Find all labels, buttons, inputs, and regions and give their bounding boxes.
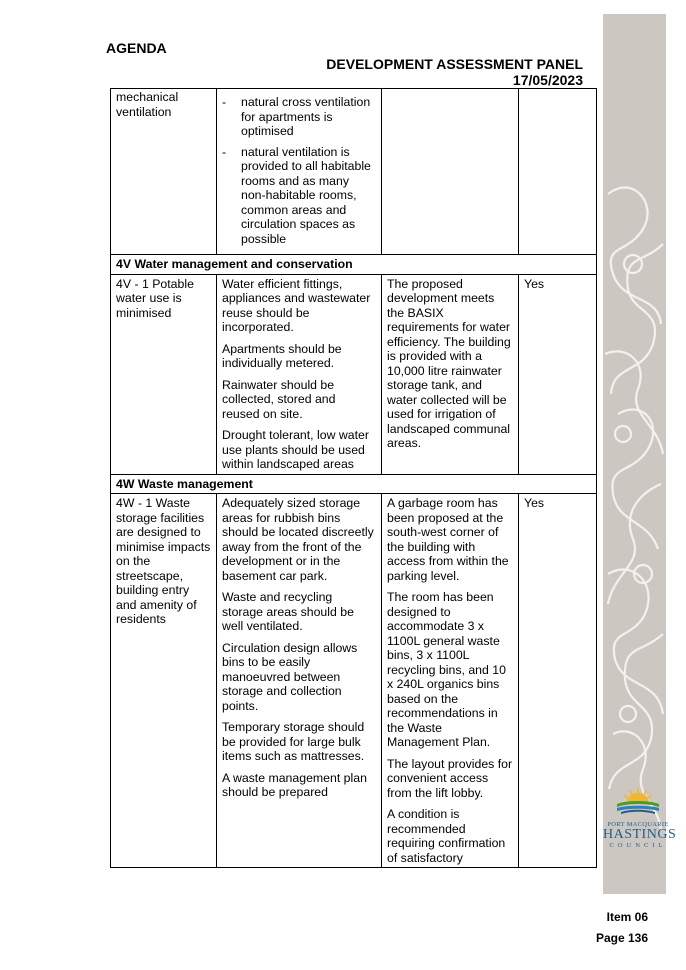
swirl-pattern bbox=[603, 14, 666, 894]
criteria-paragraph: Circulation design allows bins to be easily manoeuvred between storage and collection points. bbox=[222, 640, 358, 713]
page-number: Page 136 bbox=[595, 931, 648, 945]
council-emblem-icon bbox=[603, 786, 673, 816]
criteria-paragraph: Temporary storage should be provided for large bulk items such as mattresses. bbox=[222, 720, 365, 763]
section-row bbox=[111, 474, 597, 494]
comment-paragraph: A condition is recommended requiring confirmation of satisfactory bbox=[387, 807, 506, 865]
comment-paragraph: The layout provides for convenient access from the lift lobby. bbox=[387, 756, 513, 800]
panel-title: DEVELOPMENT ASSESSMENT PANEL bbox=[326, 56, 583, 72]
complies-value: Yes bbox=[524, 496, 545, 510]
complies-cell bbox=[519, 89, 597, 255]
criteria-cell bbox=[217, 274, 382, 474]
comments-cell bbox=[382, 494, 519, 868]
agenda-heading: AGENDA bbox=[106, 40, 167, 56]
criteria-paragraph: Rainwater should be collected, stored and reused on site. bbox=[222, 377, 336, 421]
objective-cell bbox=[111, 89, 217, 255]
meeting-date: 17/05/2023 bbox=[512, 72, 583, 88]
section-heading: 4V Water management and conservation bbox=[111, 255, 597, 275]
objective-text: mechanical ventilation bbox=[116, 90, 179, 119]
table-row bbox=[111, 494, 597, 868]
objective-cell bbox=[111, 494, 217, 868]
criteria-paragraph: Drought tolerant, low water use plants should be used within landscaped areas bbox=[222, 428, 369, 471]
criteria-paragraph: Adequately sized storage areas for rubbish bins should be located discreetly away from the front of the development or in the basement car park. bbox=[222, 496, 374, 583]
comment-paragraph: A garbage room has been proposed at the south-west corner of the building with access from within the parking level. bbox=[387, 496, 509, 583]
criteria-cell bbox=[217, 494, 382, 868]
section-heading: 4W Waste management bbox=[111, 474, 597, 494]
section-row bbox=[111, 255, 597, 275]
logo-text-sub: COUNCIL bbox=[609, 842, 667, 849]
criteria-paragraph: Waste and recycling storage areas should be well ventilated. bbox=[222, 590, 354, 633]
criteria-paragraph: Apartments should be individually metered. bbox=[222, 341, 342, 370]
objective-text: 4V - 1 Potable water use is minimised bbox=[116, 276, 194, 320]
complies-value: Yes bbox=[524, 276, 545, 291]
list-item: - natural cross ventilation for apartments is optimised bbox=[222, 95, 376, 139]
table-row bbox=[111, 89, 597, 255]
logo-text-top: PORT MACQUARIE bbox=[607, 821, 669, 828]
objective-cell bbox=[111, 274, 217, 474]
criteria-cell bbox=[217, 89, 382, 255]
decorative-side-band bbox=[603, 14, 666, 894]
logo-text-main: HASTINGS bbox=[603, 827, 677, 842]
complies-cell bbox=[519, 494, 597, 868]
criteria-list bbox=[222, 95, 376, 246]
council-logo bbox=[603, 786, 677, 849]
complies-cell bbox=[519, 274, 597, 474]
comments-cell bbox=[382, 89, 519, 255]
objective-text: 4W - 1 Waste storage facilities are designed to minimise impacts on the streetscape, building entry and amenity of residents bbox=[116, 496, 211, 626]
comment-paragraph: The room has been designed to accommodate 3 x 1100L general waste bins, 3 x 1100L recycling bins, and 10 x 240L organics bins based on the recommendations in the Waste Management Plan. bbox=[387, 590, 506, 749]
criteria-paragraph: A waste management plan should be prepared bbox=[222, 770, 367, 799]
assessment-table bbox=[110, 88, 597, 868]
item-number: Item 06 bbox=[606, 910, 648, 924]
criteria-paragraph: Water efficient fittings, appliances and wastewater reuse should be incorporated. bbox=[222, 276, 371, 334]
comments-cell bbox=[382, 274, 519, 474]
list-item: - natural ventilation is provided to all habitable rooms and as many non-habitable rooms, common areas and circulation spaces as possible bbox=[222, 145, 376, 247]
table-row bbox=[111, 274, 597, 474]
comment-paragraph: The proposed development meets the BASIX requirements for water efficiency. The building is provided with a 10,000 litre rainwater storage tank, and water collected will be used for irrigation of landscaped communal areas. bbox=[387, 276, 511, 450]
